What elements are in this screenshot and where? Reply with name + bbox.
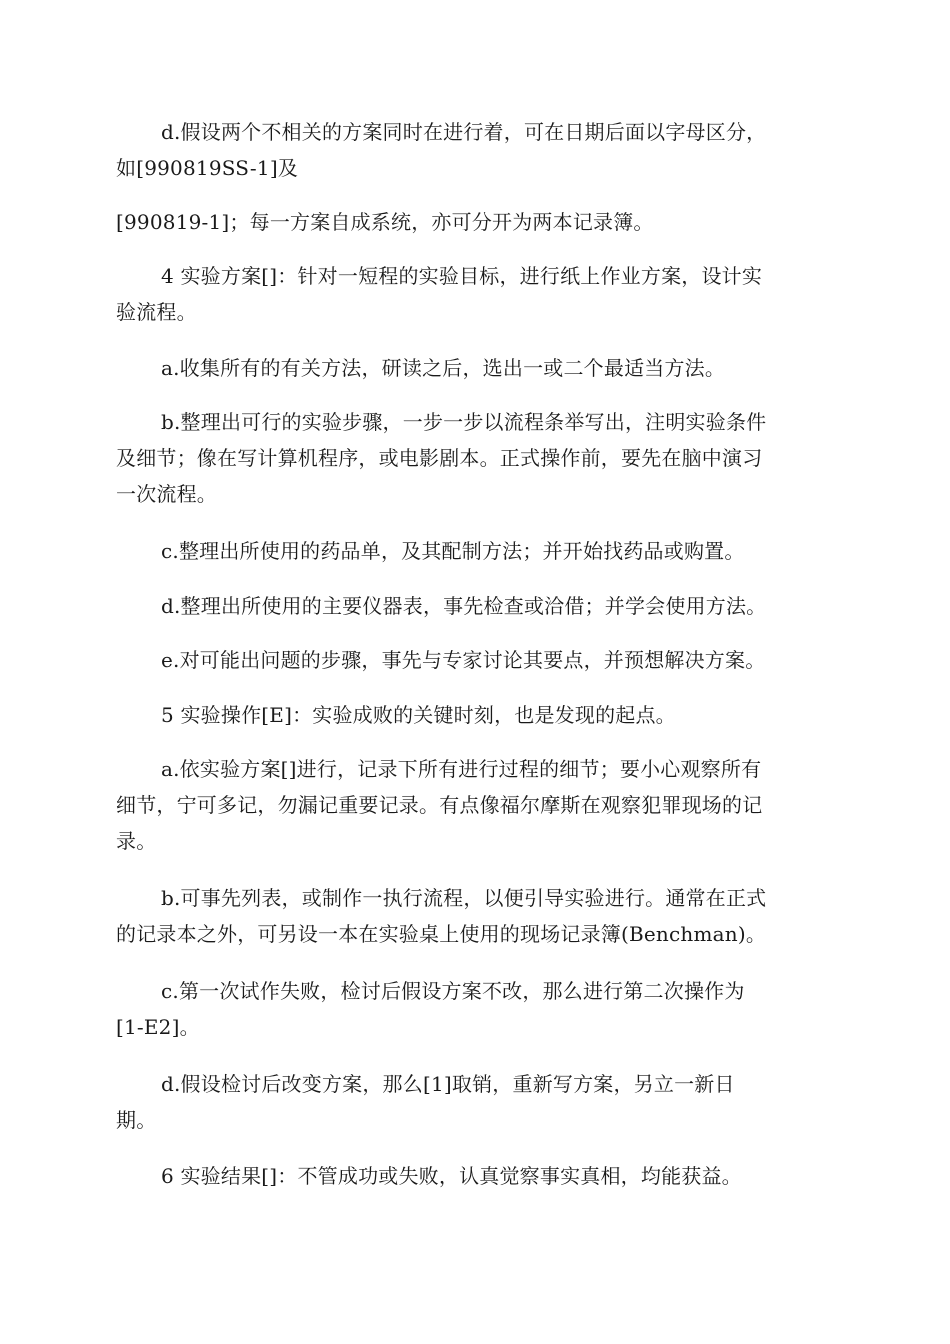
text-line: 录。 — [116, 829, 157, 853]
text-line: [1-E2]。 — [116, 1015, 200, 1039]
paragraph-a-record-details — [116, 751, 836, 859]
text-line: a.收集所有的有关方法，研读之后，选出一或二个最适当方法。 — [161, 356, 726, 380]
text-line: 6 实验结果[]：不管成功或失败，认真觉察事实真相，均能获益。 — [161, 1164, 742, 1188]
text-line: b.整理出可行的实验步骤，一步一步以流程条举写出，注明实验条件 — [161, 410, 767, 434]
text-line: 的记录本之外，可另设一本在实验桌上使用的现场记录簿(Benchman)。 — [116, 922, 767, 946]
text-line: d.假设两个不相关的方案同时在进行着，可在日期后面以字母区分， — [161, 120, 767, 144]
text-line: a.依实验方案[]进行，记录下所有进行过程的细节；要小心观察所有 — [161, 757, 762, 781]
paragraph-c-reagents — [116, 533, 836, 569]
paragraph-d-parallel-projects — [116, 114, 836, 186]
text-line: c.第一次试作失败，检讨后假设方案不改，那么进行第二次操作为 — [161, 979, 745, 1003]
text-line: [990819-1]；每一方案自成系统，亦可分开为两本记录簿。 — [116, 210, 654, 234]
text-line: 如[990819SS-1]及 — [116, 156, 299, 180]
text-line: d.整理出所使用的主要仪器表，事先检查或洽借；并学会使用方法。 — [161, 594, 767, 618]
paragraph-e-problems — [116, 642, 836, 678]
text-line: 细节，宁可多记，勿漏记重要记录。有点像福尔摩斯在观察犯罪现场的记 — [116, 793, 763, 817]
paragraph-d-change-plan — [116, 1066, 836, 1138]
text-line: 验流程。 — [116, 300, 197, 324]
text-line: 一次流程。 — [116, 482, 217, 506]
paragraph-c-first-trial — [116, 973, 836, 1045]
paragraph-d-instruments — [116, 588, 836, 624]
text-line: b.可事先列表，或制作一执行流程，以便引导实验进行。通常在正式 — [161, 886, 767, 910]
paragraph-a-collect-methods — [116, 350, 836, 386]
text-line: 4 实验方案[]：针对一短程的实验目标，进行纸上作业方案，设计实 — [161, 264, 763, 288]
paragraph-5-experiment-operation — [116, 697, 836, 733]
text-line: c.整理出所使用的药品单，及其配制方法；并开始找药品或购置。 — [161, 539, 745, 563]
paragraph-separate-notebooks — [116, 204, 836, 240]
paragraph-b-flow-list — [116, 880, 836, 952]
paragraph-b-steps — [116, 404, 836, 512]
text-line: 及细节；像在写计算机程序，或电影剧本。正式操作前，要先在脑中演习 — [116, 446, 763, 470]
paragraph-4-experiment-plan — [116, 258, 836, 330]
text-line: e.对可能出问题的步骤，事先与专家讨论其要点，并预想解决方案。 — [161, 648, 766, 672]
paragraph-6-experiment-result — [116, 1158, 836, 1194]
text-line: 5 实验操作[E]：实验成败的关键时刻，也是发现的起点。 — [161, 703, 676, 727]
text-line: 期。 — [116, 1108, 157, 1132]
text-line: d.假设检讨后改变方案，那么[1]取销，重新写方案，另立一新日 — [161, 1072, 735, 1096]
